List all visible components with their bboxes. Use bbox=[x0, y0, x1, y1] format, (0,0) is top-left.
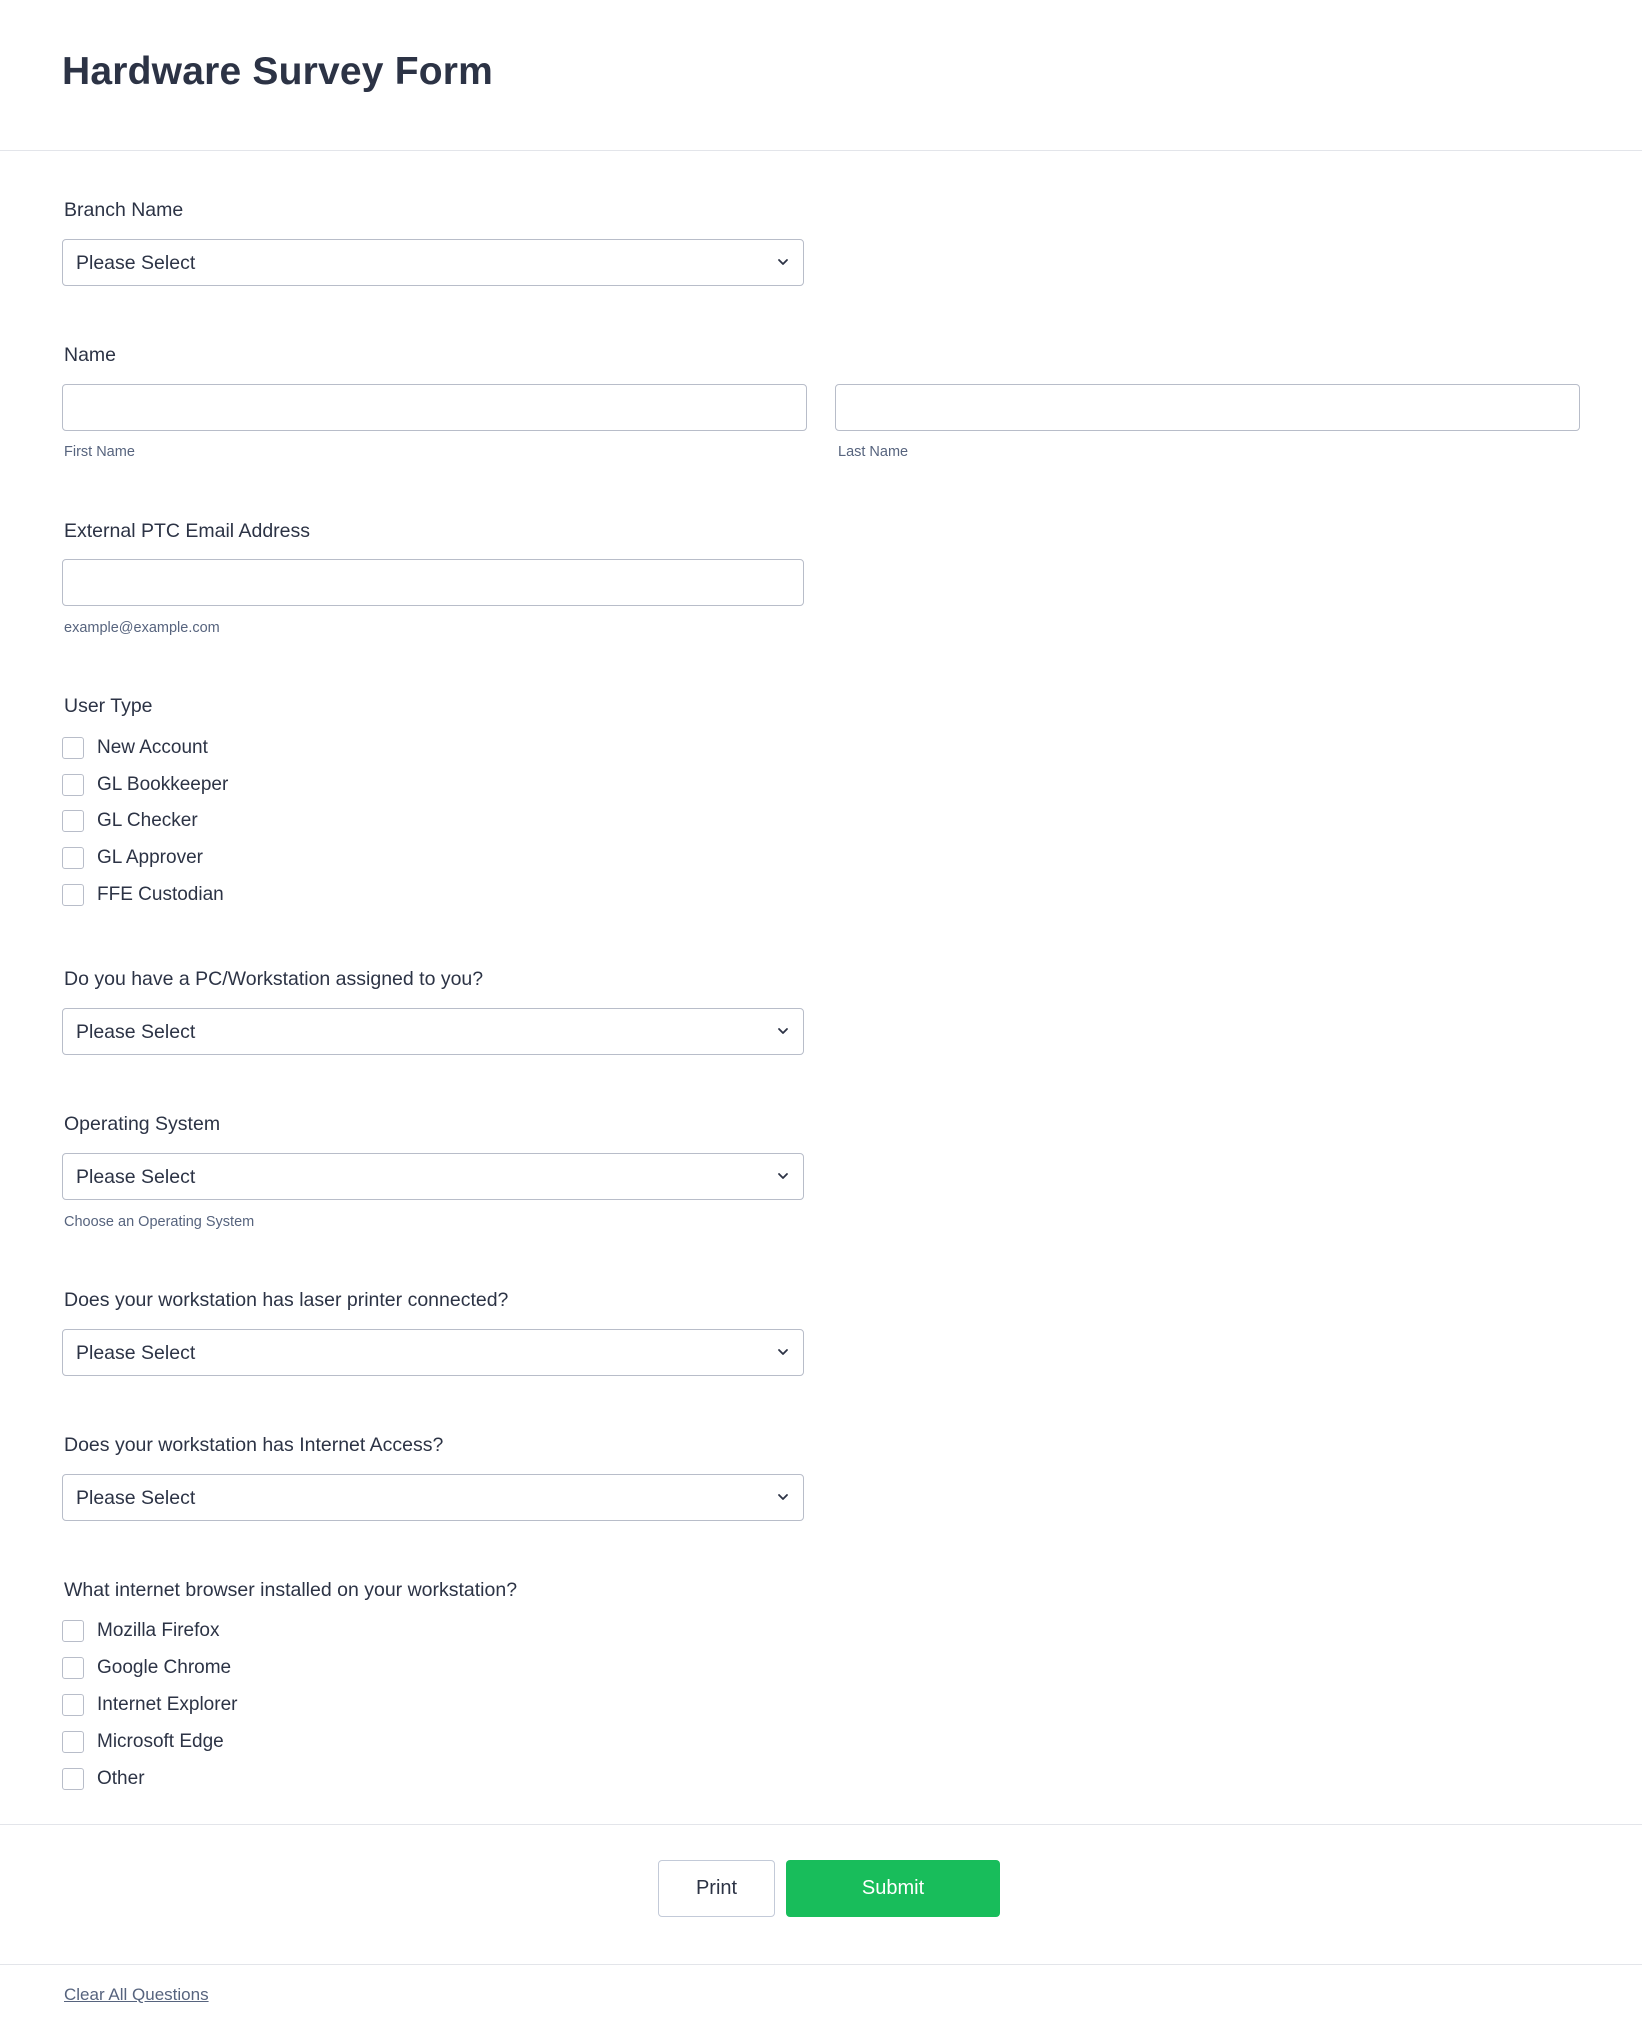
browser-option[interactable] bbox=[62, 1730, 224, 1754]
checkbox[interactable] bbox=[62, 1731, 84, 1753]
chevron-down-icon bbox=[775, 1489, 791, 1505]
clear-all-questions-link[interactable]: Clear All Questions bbox=[64, 1985, 209, 2004]
user-type-option[interactable] bbox=[62, 846, 203, 870]
os-value: Please Select bbox=[76, 1166, 196, 1188]
checkbox[interactable] bbox=[62, 847, 84, 869]
user-type-label: User Type bbox=[64, 695, 153, 717]
option-label: Microsoft Edge bbox=[97, 1731, 224, 1752]
checkbox[interactable] bbox=[62, 1657, 84, 1679]
chevron-down-icon bbox=[775, 1168, 791, 1184]
laser-printer-value: Please Select bbox=[76, 1342, 196, 1364]
form-header bbox=[0, 0, 1642, 151]
print-button[interactable]: Print bbox=[658, 1860, 775, 1917]
submit-button[interactable]: Submit bbox=[786, 1860, 1000, 1917]
os-select[interactable] bbox=[62, 1153, 804, 1200]
internet-access-select[interactable] bbox=[62, 1474, 804, 1521]
option-label: Internet Explorer bbox=[97, 1694, 238, 1715]
checkbox[interactable] bbox=[62, 1768, 84, 1790]
user-type-option[interactable] bbox=[62, 809, 198, 833]
browser-option[interactable] bbox=[62, 1693, 237, 1717]
option-label: GL Approver bbox=[97, 847, 203, 868]
name-label: Name bbox=[64, 344, 117, 366]
branch-name-label: Branch Name bbox=[64, 199, 184, 221]
chevron-down-icon bbox=[775, 1344, 791, 1360]
branch-name-value: Please Select bbox=[76, 252, 196, 274]
option-label: Mozilla Firefox bbox=[97, 1620, 220, 1641]
browser-label: What internet browser installed on your workstation? bbox=[64, 1579, 518, 1601]
email-sublabel: example@example.com bbox=[64, 620, 220, 636]
user-type-option[interactable] bbox=[62, 883, 224, 907]
option-label: GL Checker bbox=[97, 810, 198, 831]
chevron-down-icon bbox=[775, 254, 791, 270]
pc-assigned-value: Please Select bbox=[76, 1021, 196, 1043]
checkbox[interactable] bbox=[62, 884, 84, 906]
option-label: New Account bbox=[97, 737, 208, 758]
email-label: External PTC Email Address bbox=[64, 520, 311, 542]
browser-option[interactable] bbox=[62, 1619, 219, 1643]
pc-assigned-label: Do you have a PC/Workstation assigned to you? bbox=[64, 968, 484, 990]
laser-printer-label: Does your workstation has laser printer connected? bbox=[64, 1289, 509, 1311]
option-label: Google Chrome bbox=[97, 1657, 232, 1678]
user-type-option[interactable] bbox=[62, 773, 228, 797]
os-label: Operating System bbox=[64, 1113, 221, 1135]
checkbox[interactable] bbox=[62, 1620, 84, 1642]
clear-divider bbox=[0, 1964, 1642, 1965]
first-name-sublabel: First Name bbox=[64, 444, 135, 460]
internet-access-label: Does your workstation has Internet Access? bbox=[64, 1434, 444, 1456]
first-name-input[interactable] bbox=[62, 384, 807, 431]
checkbox[interactable] bbox=[62, 737, 84, 759]
browser-option[interactable] bbox=[62, 1767, 145, 1791]
pc-assigned-select[interactable] bbox=[62, 1008, 804, 1055]
checkbox[interactable] bbox=[62, 774, 84, 796]
chevron-down-icon bbox=[775, 1023, 791, 1039]
last-name-input[interactable] bbox=[835, 384, 1580, 431]
option-label: Other bbox=[97, 1768, 145, 1789]
option-label: GL Bookkeeper bbox=[97, 774, 229, 795]
branch-name-select[interactable] bbox=[62, 239, 804, 286]
footer-divider bbox=[0, 1824, 1642, 1825]
email-input[interactable] bbox=[62, 559, 804, 606]
internet-access-value: Please Select bbox=[76, 1487, 196, 1509]
last-name-sublabel: Last Name bbox=[838, 444, 909, 460]
laser-printer-select[interactable] bbox=[62, 1329, 804, 1376]
user-type-option[interactable] bbox=[62, 736, 208, 760]
checkbox[interactable] bbox=[62, 810, 84, 832]
browser-option[interactable] bbox=[62, 1656, 231, 1680]
form-title: Hardware Survey Form bbox=[62, 50, 494, 93]
os-sublabel: Choose an Operating System bbox=[64, 1214, 255, 1230]
option-label: FFE Custodian bbox=[97, 884, 224, 905]
checkbox[interactable] bbox=[62, 1694, 84, 1716]
